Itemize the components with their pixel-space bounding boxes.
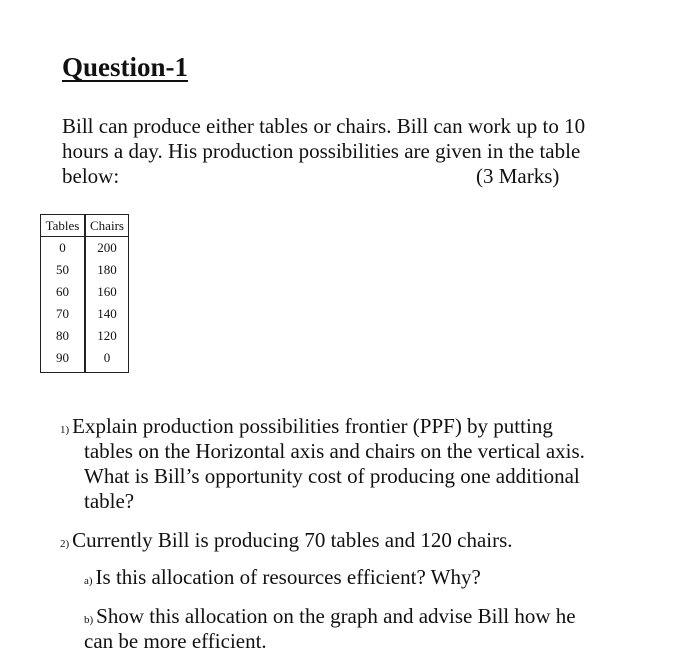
tables-cell: 80 xyxy=(41,325,86,347)
intro-line: hours a day. His production possibilities are given in the table xyxy=(62,139,581,163)
table-row xyxy=(41,281,129,303)
production-possibilities-table xyxy=(40,214,129,373)
table-row xyxy=(41,237,129,260)
intro-line: Bill can produce either tables or chairs. Bill can work up to 10 xyxy=(62,114,586,138)
question-number: 1) xyxy=(60,424,70,436)
question-line xyxy=(60,528,513,553)
table-row xyxy=(41,325,129,347)
question-text: Currently Bill is producing 70 tables and 120 chairs. xyxy=(72,528,513,552)
question-line: What is Bill’s opportunity cost of producing one additional xyxy=(84,464,580,488)
intro-line xyxy=(62,164,622,189)
question-line xyxy=(84,604,576,629)
tables-cell: 50 xyxy=(41,259,86,281)
question-text: Explain production possibilities frontier (PPF) by putting xyxy=(72,414,553,438)
question-text: Is this allocation of resources efficient? Why? xyxy=(95,565,481,589)
question-line xyxy=(84,565,481,590)
question-2a xyxy=(84,565,481,590)
marks-label: (3 Marks) xyxy=(476,164,560,188)
question-1 xyxy=(60,414,585,514)
header-tables: Tables xyxy=(41,215,86,237)
question-text: Show this allocation on the graph and advise Bill how he xyxy=(96,604,576,628)
table-row xyxy=(41,259,129,281)
question-number: a) xyxy=(84,575,93,587)
question-2b xyxy=(84,604,576,654)
chairs-cell: 0 xyxy=(85,347,129,373)
question-line xyxy=(60,414,585,439)
intro-line-text: below: xyxy=(62,164,120,188)
tables-cell: 60 xyxy=(41,281,86,303)
header-chairs: Chairs xyxy=(85,215,129,237)
question-number: b) xyxy=(84,614,94,626)
question-line: can be more efficient. xyxy=(84,629,267,653)
question-2 xyxy=(60,528,513,553)
question-number: 2) xyxy=(60,538,70,550)
table-row xyxy=(41,347,129,373)
chairs-cell: 180 xyxy=(85,259,129,281)
question-line: tables on the Horizontal axis and chairs on the vertical axis. xyxy=(84,439,585,463)
chairs-cell: 140 xyxy=(85,303,129,325)
intro-paragraph xyxy=(62,114,622,189)
question-line: table? xyxy=(84,489,135,513)
tables-cell: 90 xyxy=(41,347,86,373)
question-title: Question-1 xyxy=(62,52,189,82)
tables-cell: 0 xyxy=(41,237,86,260)
table-row xyxy=(41,303,129,325)
chairs-cell: 200 xyxy=(85,237,129,260)
tables-cell: 70 xyxy=(41,303,86,325)
table-header-row xyxy=(41,215,129,237)
chairs-cell: 160 xyxy=(85,281,129,303)
chairs-cell: 120 xyxy=(85,325,129,347)
